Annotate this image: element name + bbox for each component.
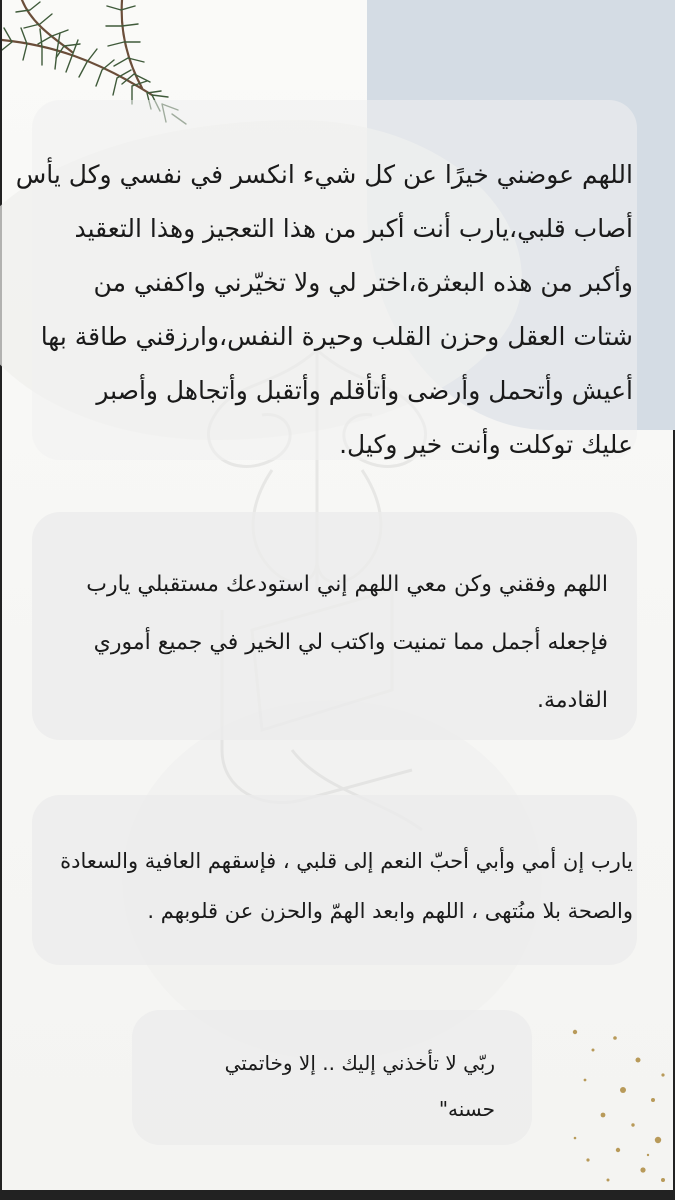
- prayer-line: اللهم عوضني خيرًا عن كل شيء انكسر في نفسي وكل يأس: [15, 160, 633, 189]
- gold-speckles-icon: [563, 1020, 673, 1190]
- prayer-line: أعيش وأتحمل وأرضى وأتأقلم وأتقبل وأتجاهل وأصبر: [96, 376, 633, 405]
- prayer-text-4: [95, 1040, 495, 1132]
- bottom-border: [2, 1190, 675, 1200]
- prayer-line: حسنه": [438, 1097, 495, 1121]
- prayer-line: يارب إن أمي وأبي أحبّ النعم إلى قلبي ، فإسقهم العافية والسعادة: [60, 849, 633, 873]
- prayer-text-3: [33, 836, 633, 936]
- prayer-text-1: [15, 148, 633, 472]
- prayer-line: شتات العقل وحزن القلب وحيرة النفس،وارزقني طاقة بها: [40, 322, 633, 351]
- prayer-line: فإجعله أجمل مما تمنيت واكتب لي الخير في جميع أموري: [93, 630, 608, 655]
- prayer-text-2: [48, 556, 608, 730]
- prayer-line: أصاب قلبي،يارب أنت أكبر من هذا التعجيز وهذا التعقيد: [74, 214, 633, 243]
- prayer-line: وأكبر من هذه البعثرة،اختر لي ولا تخيّرني واكفني من: [93, 268, 633, 297]
- prayer-line: عليك توكلت وأنت خير وكيل.: [339, 430, 633, 459]
- prayer-line: ربّي لا تأخذني إليك .. إلا وخاتمتي: [224, 1051, 495, 1075]
- prayer-line: اللهم وفقني وكن معي اللهم إني استودعك مستقبلي يارب: [86, 572, 608, 597]
- prayer-line: والصحة بلا منُتهى ، اللهم وابعد الهمّ والحزن عن قلوبهم .: [147, 899, 633, 923]
- prayer-line: القادمة.: [536, 688, 608, 713]
